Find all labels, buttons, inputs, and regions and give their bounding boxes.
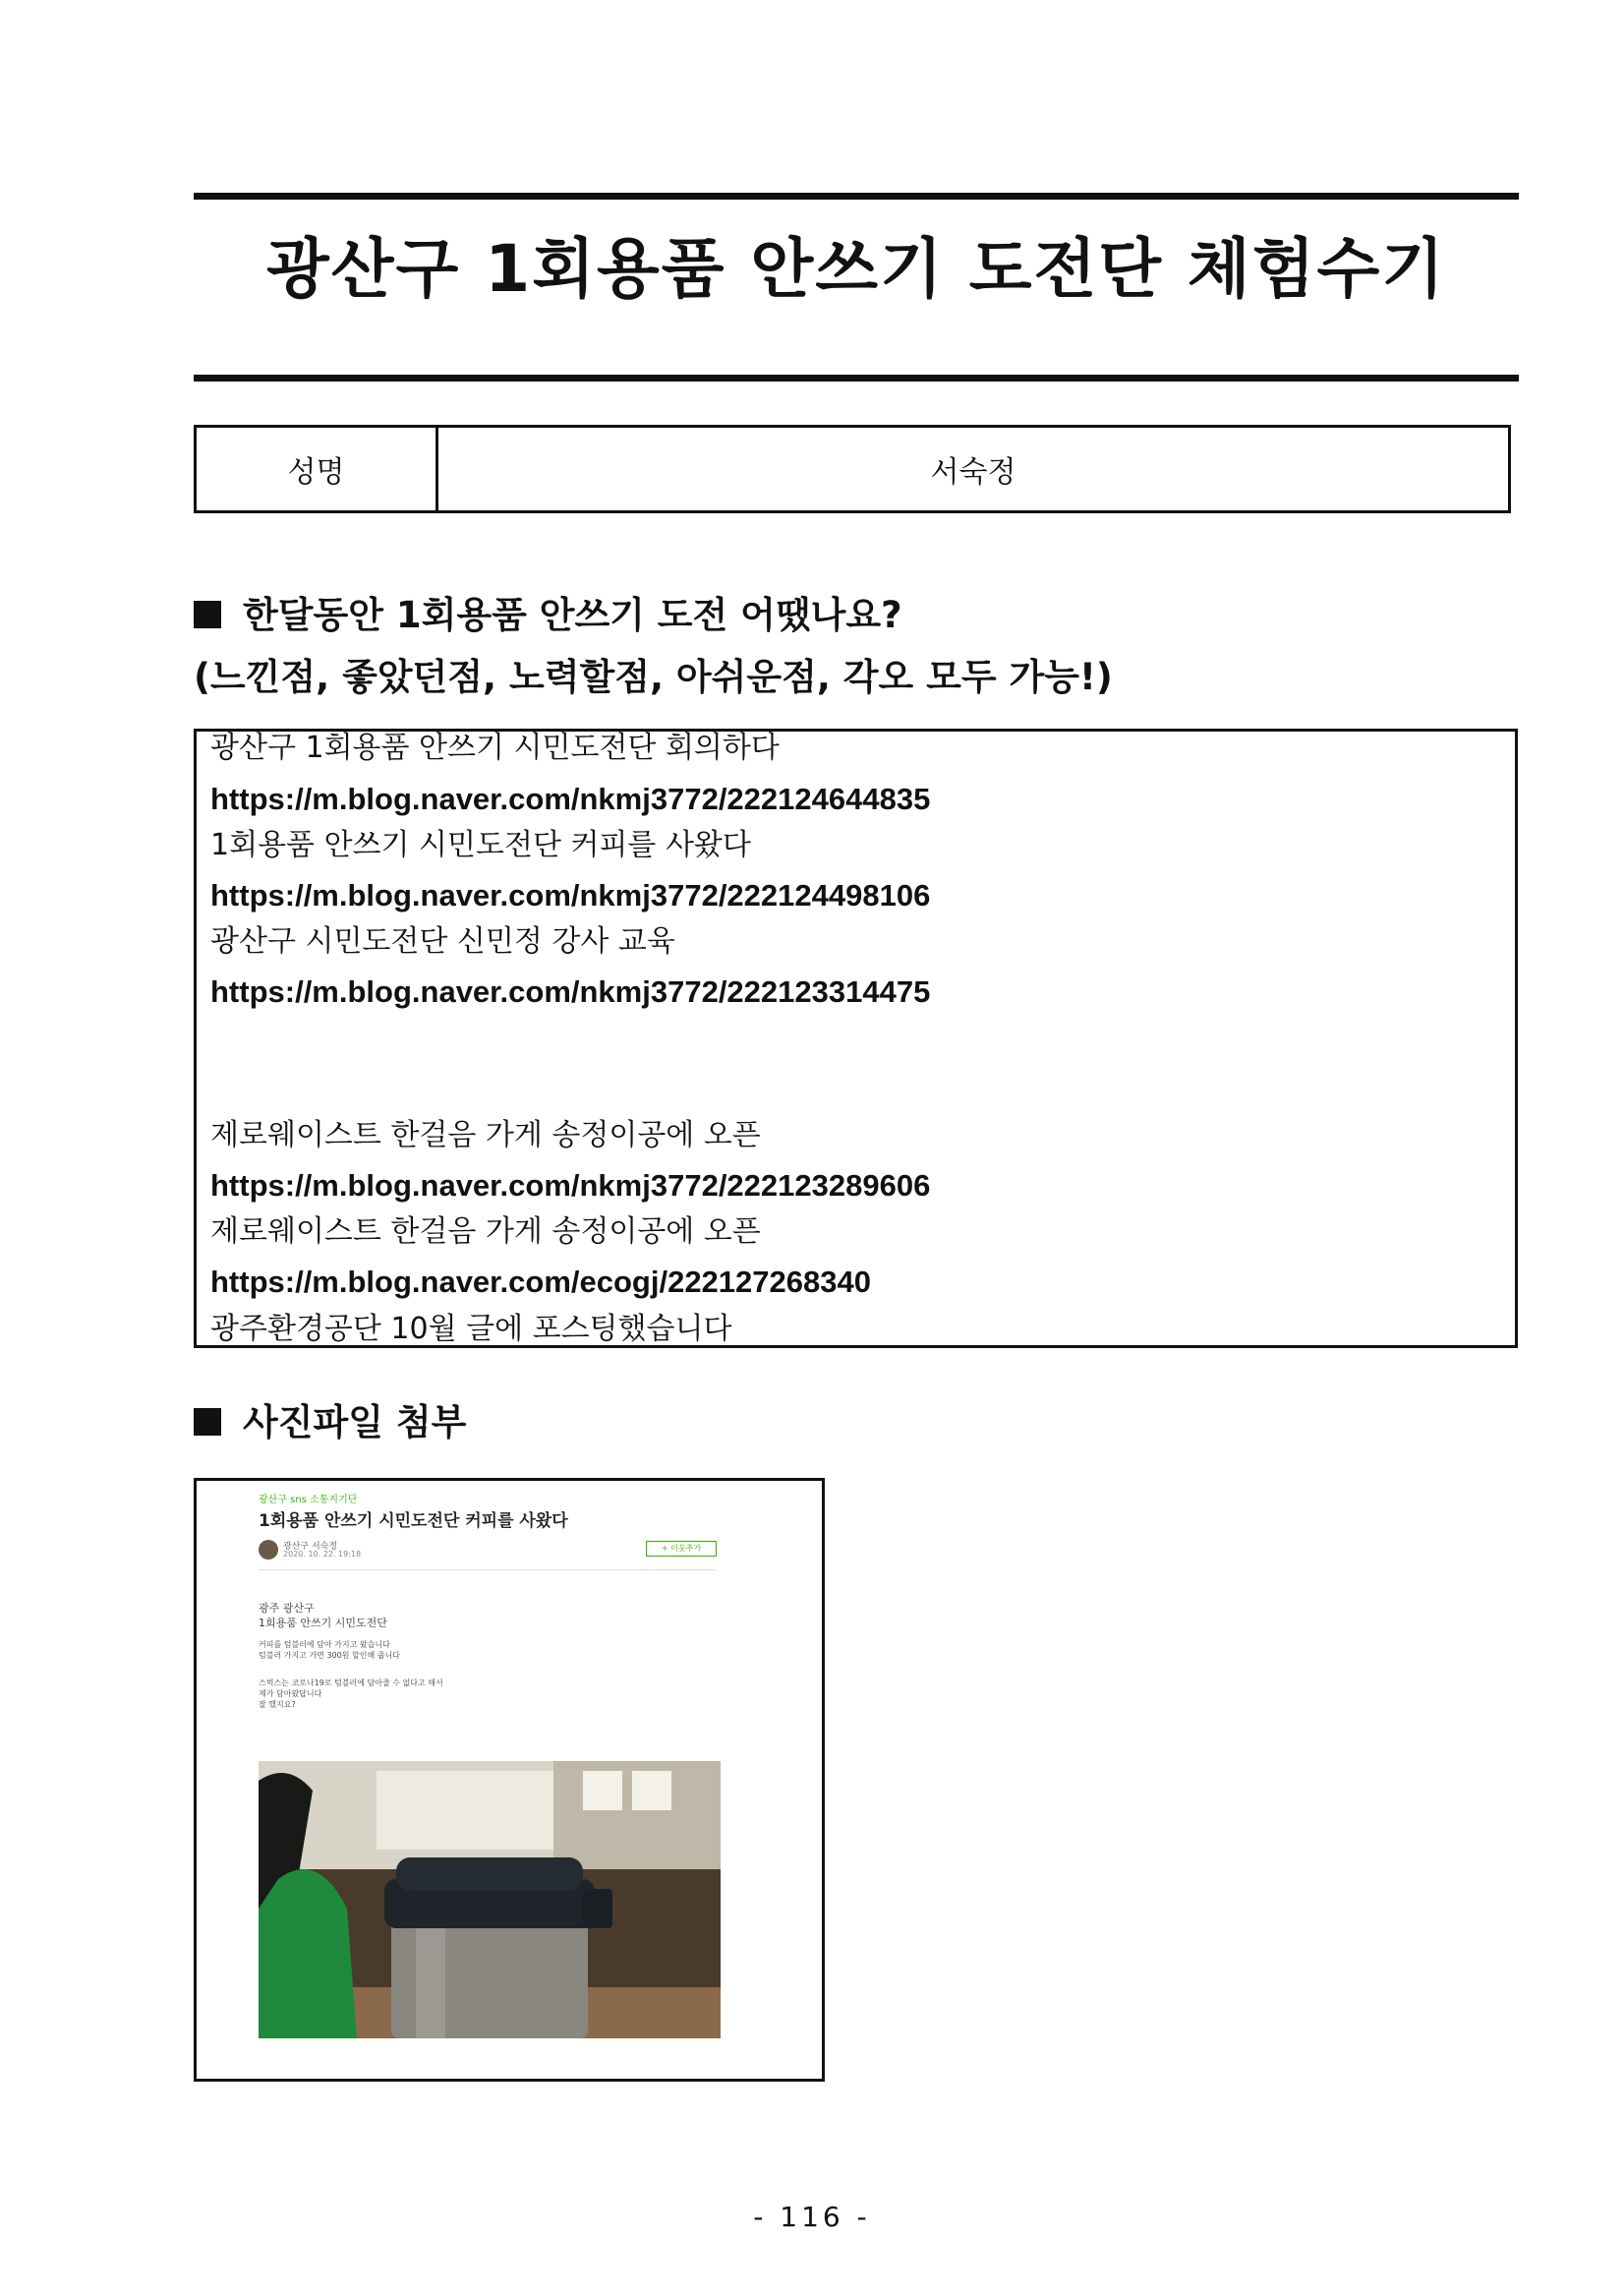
title-top-rule bbox=[194, 193, 1519, 200]
page-number: - 116 - bbox=[753, 2201, 871, 2233]
question-heading-text: 한달동안 1회용품 안쓰기 도전 어땠나요? bbox=[243, 594, 902, 636]
blog-body-line: 제가 담아왔답니다 bbox=[259, 1689, 322, 1698]
question-subheading: (느낀점, 좋았던점, 노력할점, 아쉬운점, 각오 모두 가능!) bbox=[194, 656, 1113, 698]
blog-body-line: 커피를 텀블러에 담아 가지고 왔습니다 bbox=[259, 1640, 390, 1649]
blog-body-line: 스벅스는 코로나19로 텀블러에 담아줄 수 없다고 해서 bbox=[259, 1678, 443, 1687]
answer-link[interactable]: https://m.blog.naver.com/ecogj/222127268340 bbox=[210, 1265, 871, 1299]
avatar bbox=[259, 1540, 278, 1560]
answer-line: 제로웨이스트 한걸음 가게 송정이공에 오픈 bbox=[210, 1214, 761, 1249]
answer-link[interactable]: https://m.blog.naver.com/nkmj3772/222123314475 bbox=[210, 974, 931, 1009]
black-square-bullet-icon bbox=[194, 601, 221, 628]
blog-author: 광산구 서숙정 bbox=[283, 1542, 338, 1552]
answer-line: 제로웨이스트 한걸음 가게 송정이공에 오픈 bbox=[210, 1118, 761, 1152]
question-heading bbox=[194, 594, 902, 637]
blog-date: 2020. 10. 22. 19:18 bbox=[283, 1550, 362, 1559]
black-square-bullet-icon bbox=[194, 1408, 221, 1436]
attached-photo-frame bbox=[194, 1478, 825, 2082]
document-title: 광산구 1회용품 안쓰기 도전단 체험수기 bbox=[266, 231, 1446, 307]
name-label: 성명 bbox=[196, 427, 437, 512]
answer-line: 광주환경공단 10월 글에 포스팅했습니다 bbox=[210, 1312, 732, 1346]
name-value: 서숙정 bbox=[437, 427, 1510, 512]
title-bottom-rule bbox=[194, 375, 1519, 382]
blog-title: 1회용품 안쓰기 시민도전단 커피를 사왔다 bbox=[259, 1511, 568, 1531]
blog-body-heading: 광주 광산구 bbox=[259, 1602, 315, 1615]
blog-body-line: 잘 했지요? bbox=[259, 1700, 296, 1709]
answer-line: 광산구 시민도전단 신민정 강사 교육 bbox=[210, 924, 675, 959]
answer-line: 1회용품 안쓰기 시민도전단 커피를 사왔다 bbox=[210, 828, 751, 862]
blog-body-line: 텀블러 가지고 가면 300원 할인해 줍니다 bbox=[259, 1651, 400, 1660]
blog-body-heading: 1회용품 안쓰기 시민도전단 bbox=[259, 1617, 387, 1629]
answer-link[interactable]: https://m.blog.naver.com/nkmj3772/222124644835 bbox=[210, 782, 931, 816]
blog-divider bbox=[259, 1569, 716, 1570]
name-table bbox=[194, 425, 1511, 513]
blog-category: 광산구 sns 소통지기단 bbox=[259, 1495, 358, 1505]
photo-heading bbox=[194, 1401, 466, 1444]
answer-link[interactable]: https://m.blog.naver.com/nkmj3772/222123289606 bbox=[210, 1168, 931, 1203]
answer-line: 광산구 1회용품 안쓰기 시민도전단 회의하다 bbox=[210, 731, 780, 765]
answer-box bbox=[194, 729, 1518, 1348]
follow-button: + 이웃추가 bbox=[646, 1541, 717, 1557]
tumbler-photo bbox=[259, 1761, 721, 2038]
blog-screenshot bbox=[221, 1489, 806, 2074]
photo-heading-text: 사진파일 첨부 bbox=[243, 1401, 467, 1443]
answer-link[interactable]: https://m.blog.naver.com/nkmj3772/222124498106 bbox=[210, 878, 931, 913]
